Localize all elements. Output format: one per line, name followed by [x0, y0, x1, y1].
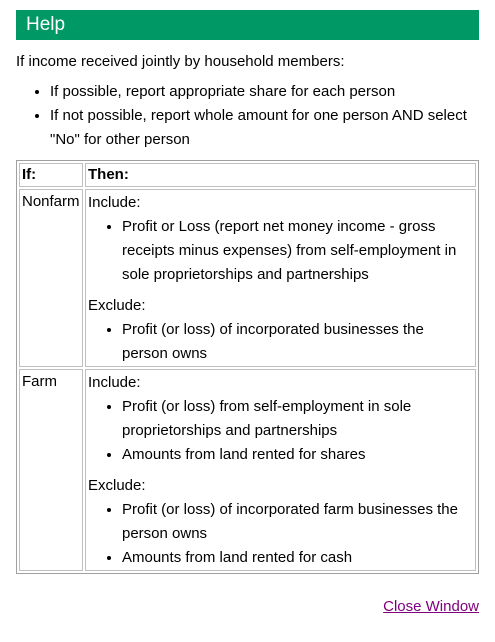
then-cell-farm [85, 369, 476, 571]
col-header-if: If: [19, 163, 83, 187]
list-item: • Amounts from land rented for shares [122, 443, 473, 467]
include-label: Include: [88, 374, 141, 391]
list-item: • Profit or Loss (report net money income - gross receipts minus expenses) from self-employment in sole proprietorships and partnerships [122, 215, 473, 287]
help-title: Help [26, 14, 66, 35]
then-cell-nonfarm [85, 189, 476, 367]
table-header-row [19, 163, 476, 187]
exclude-list [88, 318, 473, 366]
table-row-nonfarm [19, 189, 476, 367]
exclude-list [88, 498, 473, 570]
col-header-then: Then: [85, 163, 476, 187]
exclude-label: Exclude: [88, 477, 146, 494]
list-item: • Amounts from land rented for cash [122, 546, 473, 570]
intro-bullet: • If possible, report appropriate share for each person [50, 80, 476, 104]
income-rules-table [16, 160, 479, 574]
include-list [88, 215, 473, 287]
intro-bullet: • If not possible, report whole amount for one person AND select "No" for other person [50, 104, 476, 152]
list-item: • Profit (or loss) from self-employment in sole proprietorships and partnerships [122, 395, 473, 443]
if-cell-farm: Farm [19, 369, 83, 571]
if-cell-nonfarm: Nonfarm [19, 189, 83, 367]
include-label: Include: [88, 194, 141, 211]
include-list [88, 395, 473, 467]
table-row-farm [19, 369, 476, 571]
intro-bullet-list [16, 80, 476, 152]
help-header-bar [16, 10, 479, 40]
intro-text: If income received jointly by household members: [16, 53, 345, 70]
exclude-label: Exclude: [88, 297, 146, 314]
close-window-link[interactable]: Close Window [383, 598, 479, 615]
list-item: • Profit (or loss) of incorporated farm businesses the person owns [122, 498, 473, 546]
list-item: • Profit (or loss) of incorporated businesses the person owns [122, 318, 473, 366]
